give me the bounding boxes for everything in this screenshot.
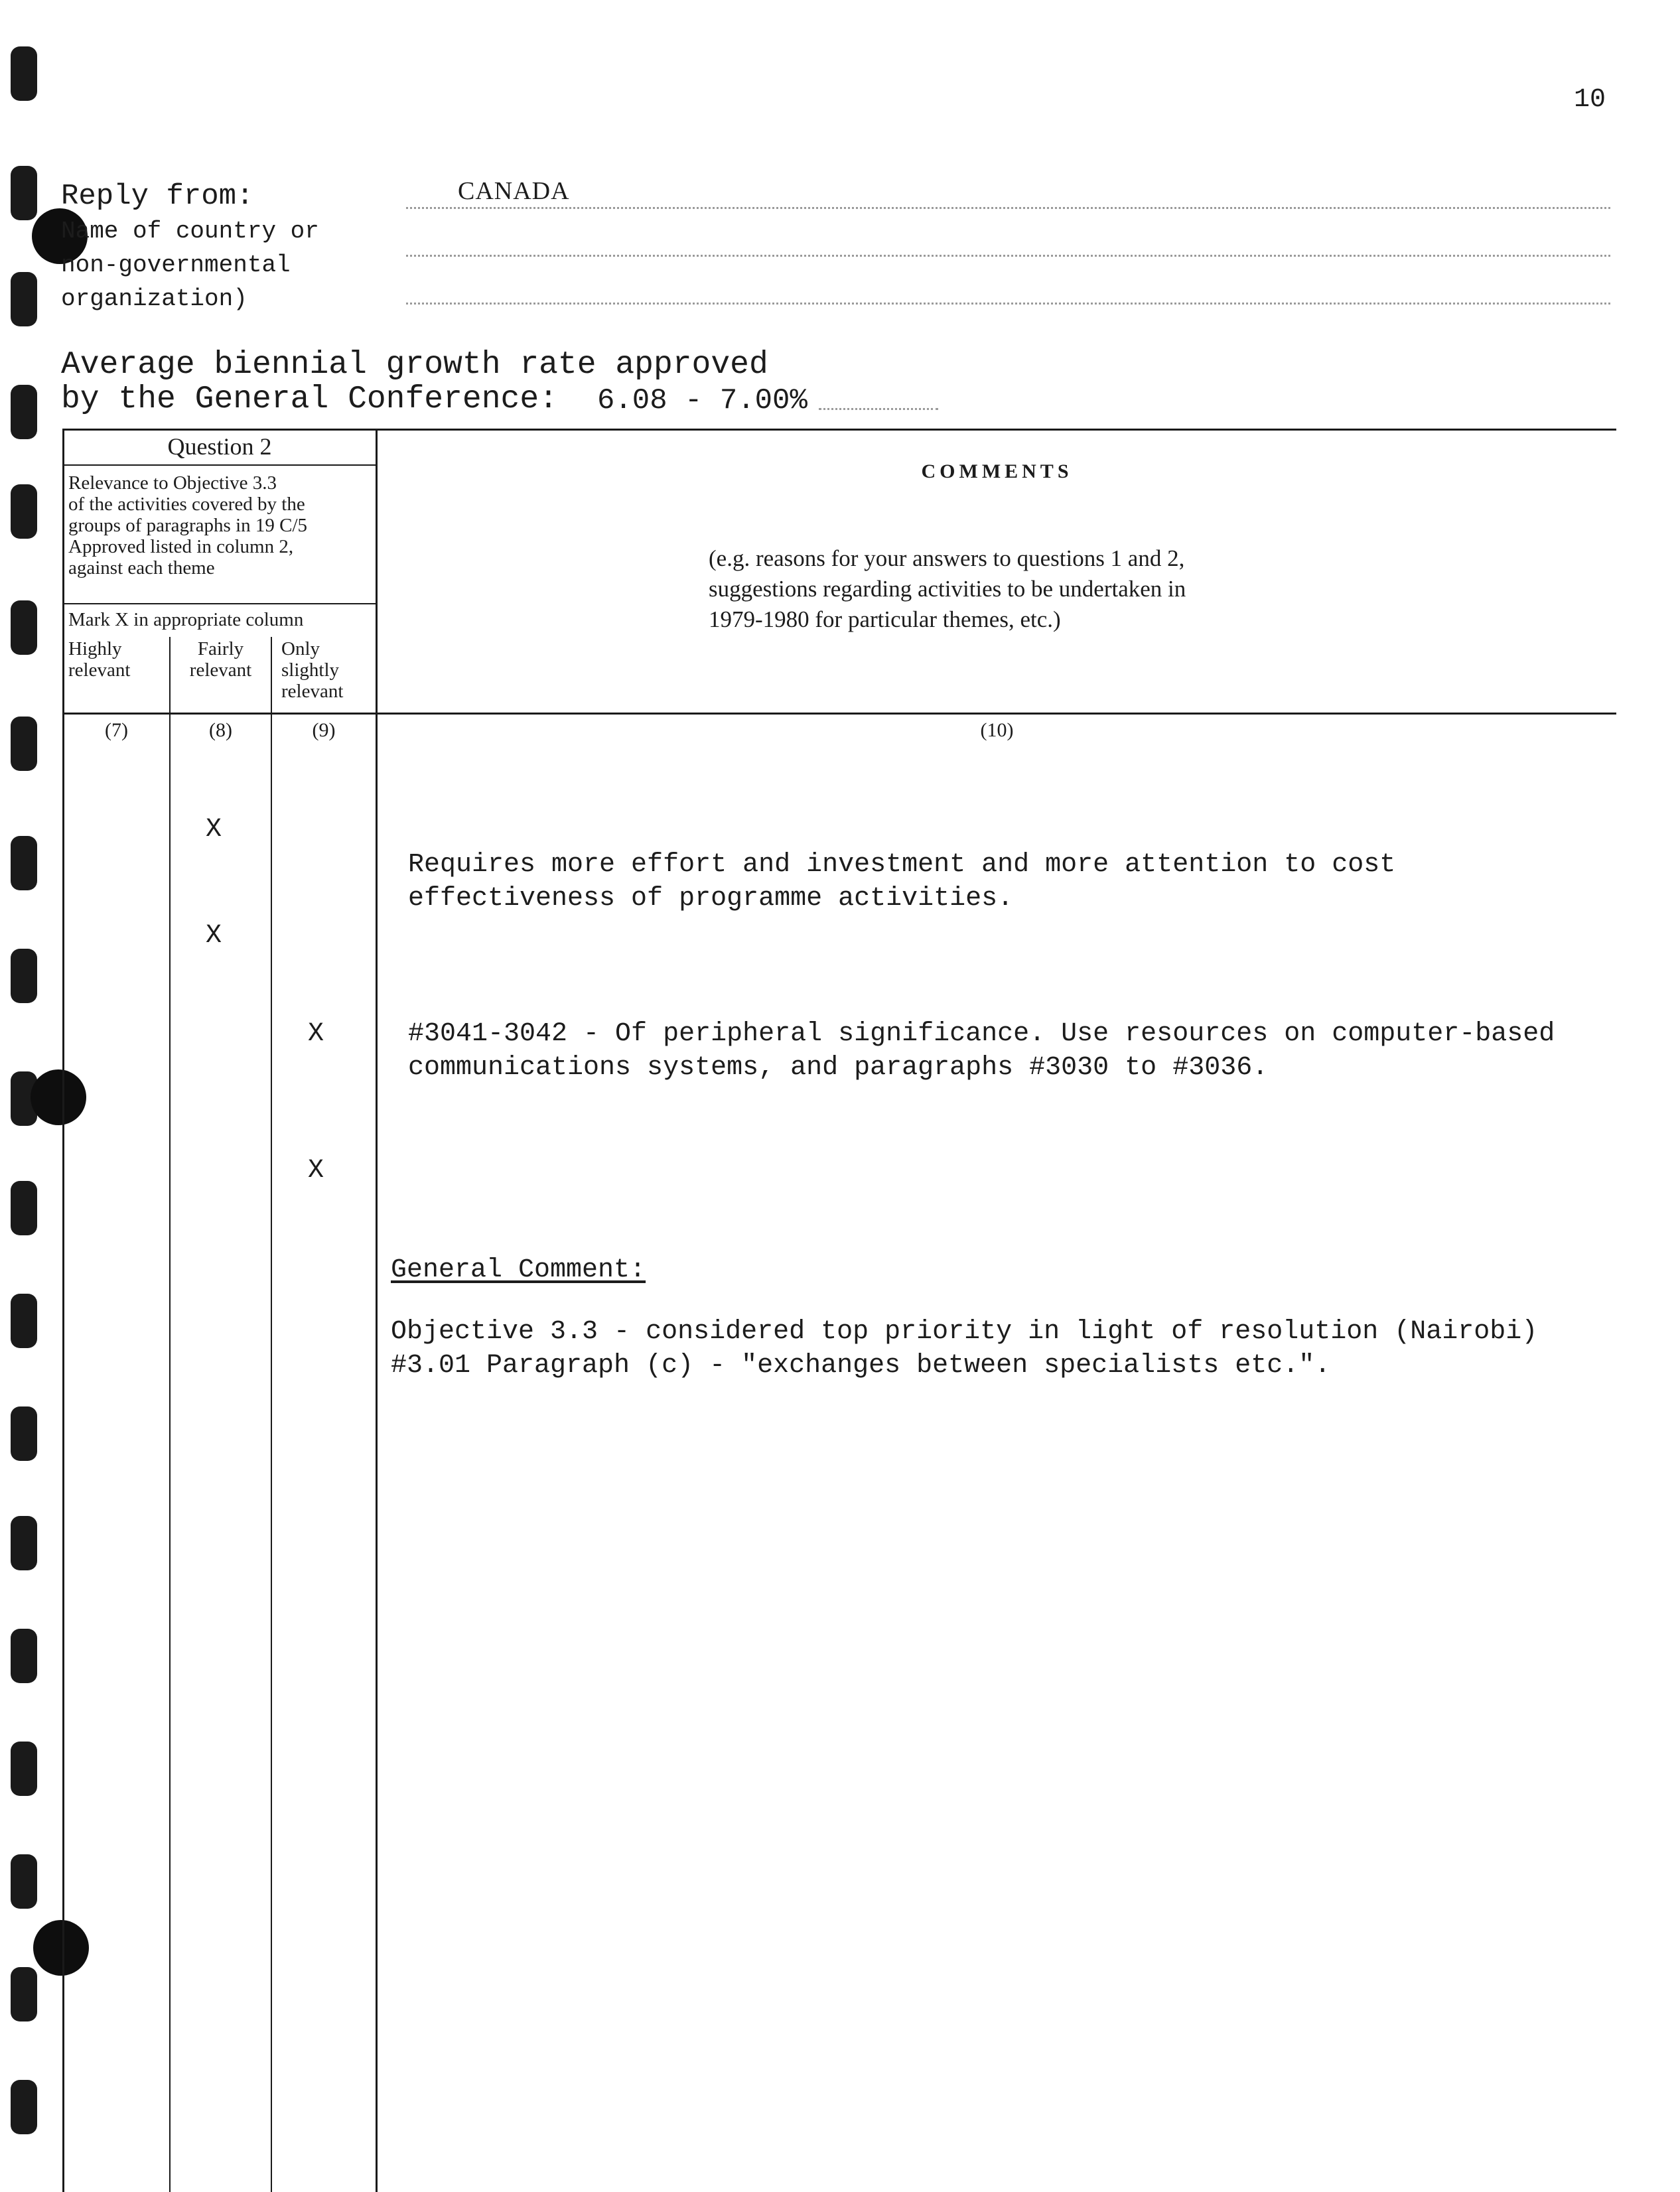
comments-column-border	[376, 429, 378, 2192]
table-header-rule	[62, 713, 1616, 715]
comment-row-3	[408, 1017, 1555, 1085]
punch-hole	[33, 1920, 89, 1976]
column-header-fairly-relevant	[171, 638, 271, 681]
binder-mark	[11, 1294, 37, 1348]
dotted-line	[406, 255, 1610, 257]
header-line: Only	[281, 638, 320, 659]
column-number-8: (8)	[209, 719, 232, 741]
binder-mark	[11, 484, 37, 539]
punch-hole	[31, 1069, 86, 1125]
binder-mark	[11, 46, 37, 101]
country-note	[61, 214, 319, 316]
column-divider	[169, 637, 171, 2192]
question-2-description	[68, 472, 307, 579]
table-left-border	[62, 429, 64, 2192]
binder-mark	[11, 385, 37, 439]
header-line: Fairly	[197, 638, 244, 659]
binder-mark	[11, 1406, 37, 1461]
binder-mark	[11, 1181, 37, 1235]
mark-x-fairly-row1: X	[206, 815, 222, 845]
general-comment-line: #3.01 Paragraph (c) - "exchanges between specialists etc.".	[391, 1351, 1331, 1381]
comment-line: Requires more effort and investment and more attention to cost	[408, 850, 1396, 880]
question-desc-line: Relevance to Objective 3.3	[68, 472, 277, 494]
general-comment-text	[391, 1315, 1537, 1383]
column-header-slightly-relevant	[281, 638, 343, 702]
mark-instruction: Mark X in appropriate column	[68, 609, 304, 630]
country-dotted-line	[406, 207, 1610, 209]
growth-rate-value: 6.08 - 7.00%	[597, 384, 807, 417]
page-number: 10	[1574, 85, 1606, 115]
comments-hint	[709, 543, 1186, 635]
header-line: relevant	[68, 659, 131, 681]
hint-line: 1979-1980 for particular themes, etc.)	[709, 606, 1061, 632]
dotted-line	[406, 303, 1610, 305]
instruction-rule	[62, 603, 377, 604]
growth-label-line: Average biennial growth rate approved	[61, 347, 768, 383]
binder-mark	[11, 717, 37, 771]
binder-mark	[11, 836, 37, 890]
table-top-rule	[62, 429, 1616, 431]
general-comment-line: Objective 3.3 - considered top priority in light of resolution (Nairobi)	[391, 1317, 1538, 1347]
binder-mark	[11, 2080, 37, 2134]
column-number-7: (7)	[105, 719, 128, 741]
comment-line: effectiveness of programme activities.	[408, 884, 1014, 914]
binder-mark	[11, 1516, 37, 1570]
header-line: relevant	[189, 659, 252, 681]
header-line: Highly	[68, 638, 122, 659]
comments-title: COMMENTS	[921, 460, 1073, 482]
hint-line: suggestions regarding activities to be undertaken in	[709, 576, 1186, 602]
binder-mark	[11, 1967, 37, 2021]
country-note-line: non-governmental	[61, 251, 291, 279]
question-2-title: Question 2	[167, 433, 272, 460]
country-note-line: Name of country or	[61, 218, 319, 245]
column-header-highly-relevant	[68, 638, 130, 681]
binder-mark	[11, 600, 37, 655]
comment-line: #3041-3042 - Of peripheral significance. Use resources on computer-based	[408, 1019, 1555, 1049]
binder-mark	[11, 1742, 37, 1796]
binder-mark	[11, 272, 37, 326]
question-desc-line: groups of paragraphs in 19 C/5	[68, 515, 308, 536]
column-number-10: (10)	[980, 719, 1014, 741]
comment-line: communications systems, and paragraphs #3030 to #3036.	[408, 1053, 1269, 1083]
growth-label-line: by the General Conference:	[61, 381, 558, 417]
country-value: CANADA	[458, 177, 570, 205]
hint-line: (e.g. reasons for your answers to questions 1 and 2,	[709, 545, 1185, 571]
question-title-rule	[62, 464, 377, 466]
dotted-line	[819, 408, 938, 410]
general-comment-label	[391, 1253, 646, 1287]
mark-x-slightly-row3: X	[308, 1019, 324, 1049]
mark-x-slightly-row4: X	[308, 1156, 324, 1186]
binder-mark	[11, 166, 37, 220]
question-desc-line: of the activities covered by the	[68, 494, 305, 515]
header-line: slightly	[281, 659, 340, 681]
binder-mark	[11, 949, 37, 1003]
general-comment-heading: General Comment:	[391, 1255, 646, 1285]
column-divider	[271, 637, 272, 2192]
header-line: relevant	[281, 681, 344, 702]
binder-mark	[11, 1629, 37, 1683]
country-note-line: organization)	[61, 285, 247, 312]
mark-x-fairly-row2: X	[206, 921, 222, 951]
binder-mark	[11, 1854, 37, 1909]
question-desc-line: Approved listed in column 2,	[68, 536, 294, 557]
column-number-9: (9)	[312, 719, 336, 741]
question-desc-line: against each theme	[68, 557, 215, 579]
comment-row-1	[408, 848, 1395, 916]
reply-from-label: Reply from:	[61, 180, 254, 213]
